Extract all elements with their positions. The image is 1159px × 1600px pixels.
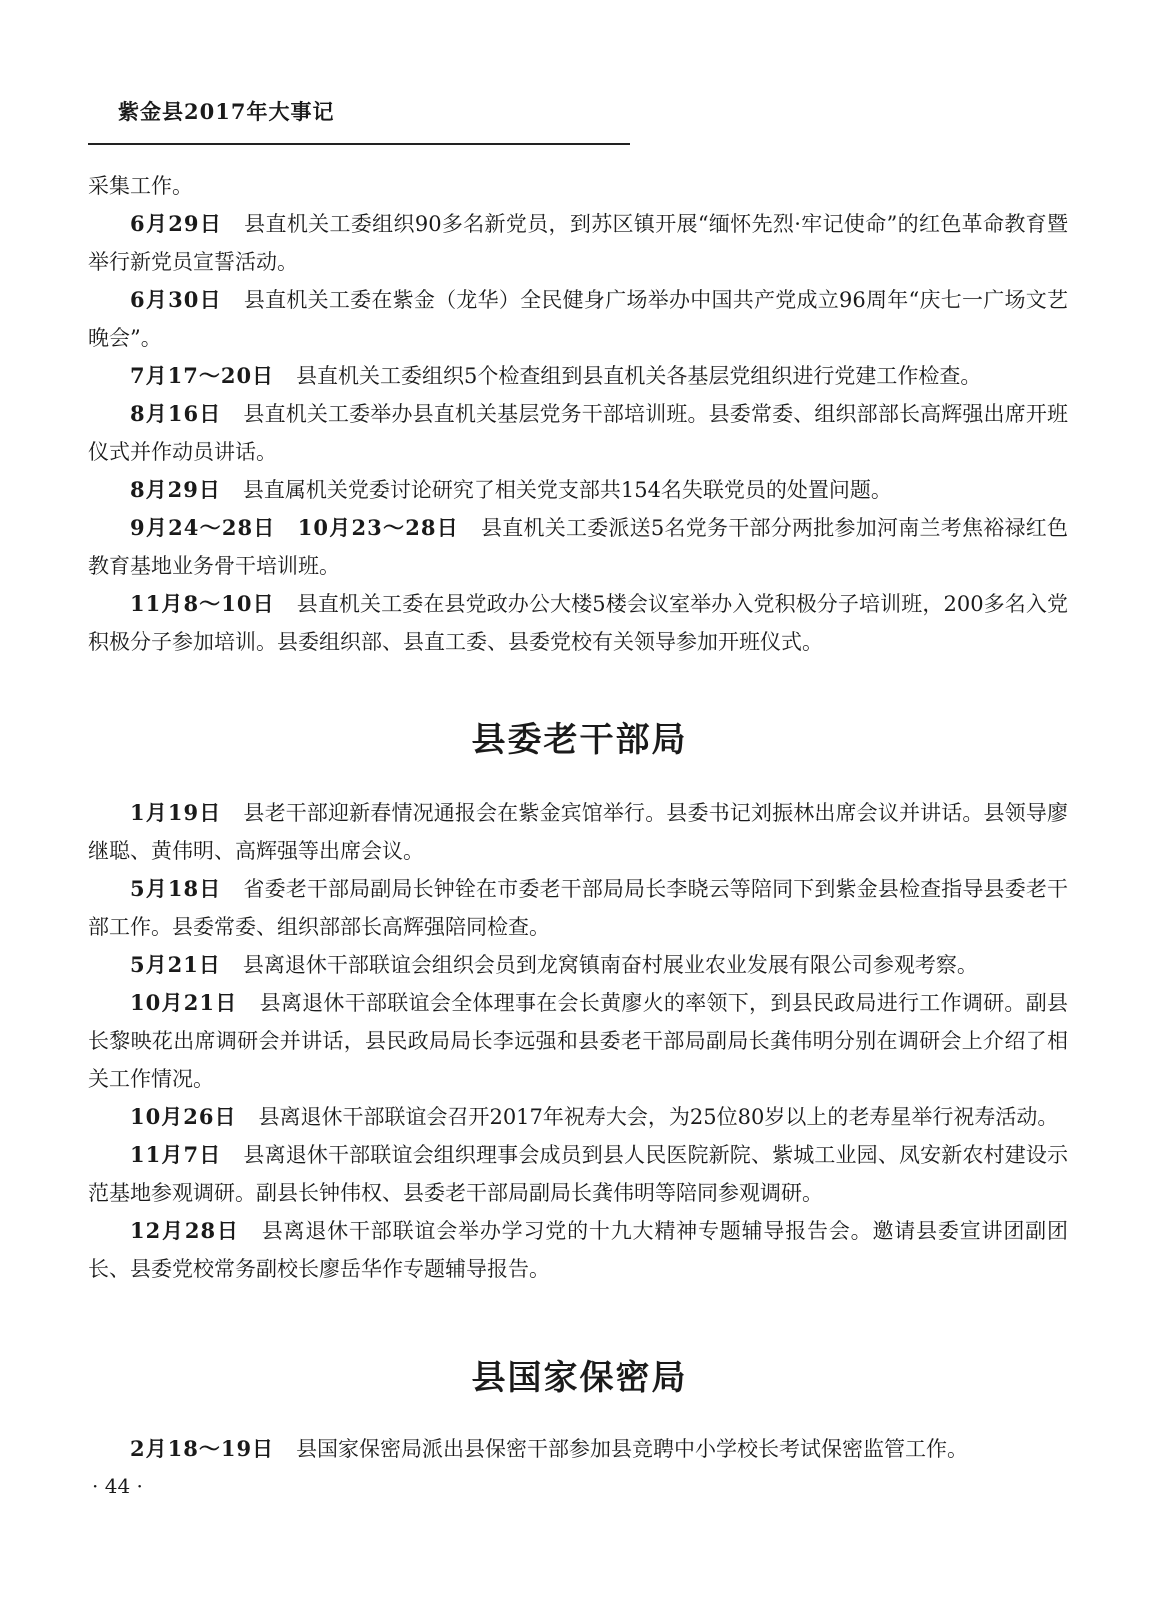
section-body xyxy=(88,1430,1068,1468)
entry-date: 10月26日 xyxy=(130,1104,237,1129)
entry-text: 县直机关工委在紫金（龙华）全民健身广场举办中国共产党成立96周年“庆七一广场文艺晚会”。 xyxy=(88,288,1068,350)
entry-date: 6月30日 xyxy=(130,287,222,312)
entry-date: 1月19日 xyxy=(130,800,222,825)
entry-text: 县直机关工委组织90多名新党员，到苏区镇开展“缅怀先烈·牢记使命”的红色革命教育暨举行新党员宣誓活动。 xyxy=(88,212,1068,274)
entry xyxy=(88,1430,1068,1468)
entry xyxy=(88,1136,1068,1212)
entry-date: 5月18日 xyxy=(130,876,222,901)
entry xyxy=(88,870,1068,946)
page-number: · 44 · xyxy=(92,1474,143,1498)
entry xyxy=(88,946,1068,984)
entry-date: 7月17～20日 xyxy=(130,363,275,388)
entry-date: 10月21日 xyxy=(130,990,238,1015)
entry-text: 县离退休干部联谊会召开2017年祝寿大会，为25位80岁以上的老寿星举行祝寿活动。 xyxy=(258,1105,1059,1129)
section-title: 县委老干部局 xyxy=(471,720,688,760)
entry-text: 县离退休干部联谊会组织会员到龙窝镇南奋村展业农业发展有限公司参观考察。 xyxy=(242,953,978,977)
entry-text: 县直机关工委在县党政办公大楼5楼会议室举办入党积极分子培训班，200多名入党积极分子参加培训。县委组织部、县直工委、县委党校有关领导参加开班仪式。 xyxy=(88,592,1068,654)
entry-date: 9月24～28日 10月23～28日 xyxy=(130,515,459,540)
entry xyxy=(88,281,1068,357)
entry xyxy=(88,1212,1068,1288)
entry xyxy=(88,585,1068,661)
section-body xyxy=(88,794,1068,1288)
entry xyxy=(88,395,1068,471)
entry xyxy=(88,1098,1068,1136)
entry-text: 县离退休干部联谊会全体理事在会长黄廖火的率领下，到县民政局进行工作调研。副县长黎映花出席调研会并讲话，县民政局局长李远强和县委老干部局副局长龚伟明分别在调研会上介绍了相关工作情况。 xyxy=(88,991,1068,1091)
entry xyxy=(88,984,1068,1098)
entry xyxy=(88,205,1068,281)
entry-date: 6月29日 xyxy=(130,211,223,236)
entry-date: 8月16日 xyxy=(130,401,222,426)
entry-date: 5月21日 xyxy=(130,952,221,977)
entry-text: 县直机关工委派送5名党务干部分两批参加河南兰考焦裕禄红色教育基地业务骨干培训班。 xyxy=(88,516,1068,578)
entry-text: 县直机关工委举办县直机关基层党务干部培训班。县委常委、组织部部长高辉强出席开班仪式并作动员讲话。 xyxy=(88,402,1068,464)
entry-date: 8月29日 xyxy=(130,477,221,502)
entry-date: 11月8～10日 xyxy=(130,591,275,616)
entry-text: 省委老干部局副局长钟铨在市委老干部局局长李晓云等陪同下到紫金县检查指导县委老干部工作。县委常委、组织部部长高辉强陪同检查。 xyxy=(88,877,1068,939)
entry-date: 2月18～19日 xyxy=(130,1436,275,1461)
entry-text: 县直机关工委组织5个检查组到县直机关各基层党组织进行党建工作检查。 xyxy=(296,364,982,388)
entry xyxy=(88,471,1068,509)
entry-text: 县离退休干部联谊会组织理事会成员到县人民医院新院、紫城工业园、凤安新农村建设示范基地参观调研。副县长钟伟权、县委老干部局副局长龚伟明等陪同参观调研。 xyxy=(88,1143,1068,1205)
entry-text: 县离退休干部联谊会举办学习党的十九大精神专题辅导报告会。邀请县委宣讲团副团长、县委党校常务副校长廖岳华作专题辅导报告。 xyxy=(88,1219,1068,1281)
running-head: 紫金县2017年大事记 xyxy=(118,99,335,124)
entry-text: 县老干部迎新春情况通报会在紫金宾馆举行。县委书记刘振林出席会议并讲话。县领导廖继聪、黄伟明、高辉强等出席会议。 xyxy=(88,801,1068,863)
entry xyxy=(88,509,1068,585)
entry-date: 12月28日 xyxy=(130,1218,240,1243)
entry-text: 县直属机关党委讨论研究了相关党支部共154名失联党员的处置问题。 xyxy=(242,478,892,502)
entry xyxy=(88,357,1068,395)
header-rule xyxy=(88,143,630,145)
entry xyxy=(88,794,1068,870)
section-title: 县国家保密局 xyxy=(471,1358,688,1398)
entry xyxy=(88,167,1068,205)
entry-text: 采集工作。 xyxy=(88,174,193,198)
entry-date: 11月7日 xyxy=(130,1142,222,1167)
section-continued xyxy=(88,167,1068,661)
entry-text: 县国家保密局派出县保密干部参加县竞聘中小学校长考试保密监管工作。 xyxy=(296,1437,969,1461)
